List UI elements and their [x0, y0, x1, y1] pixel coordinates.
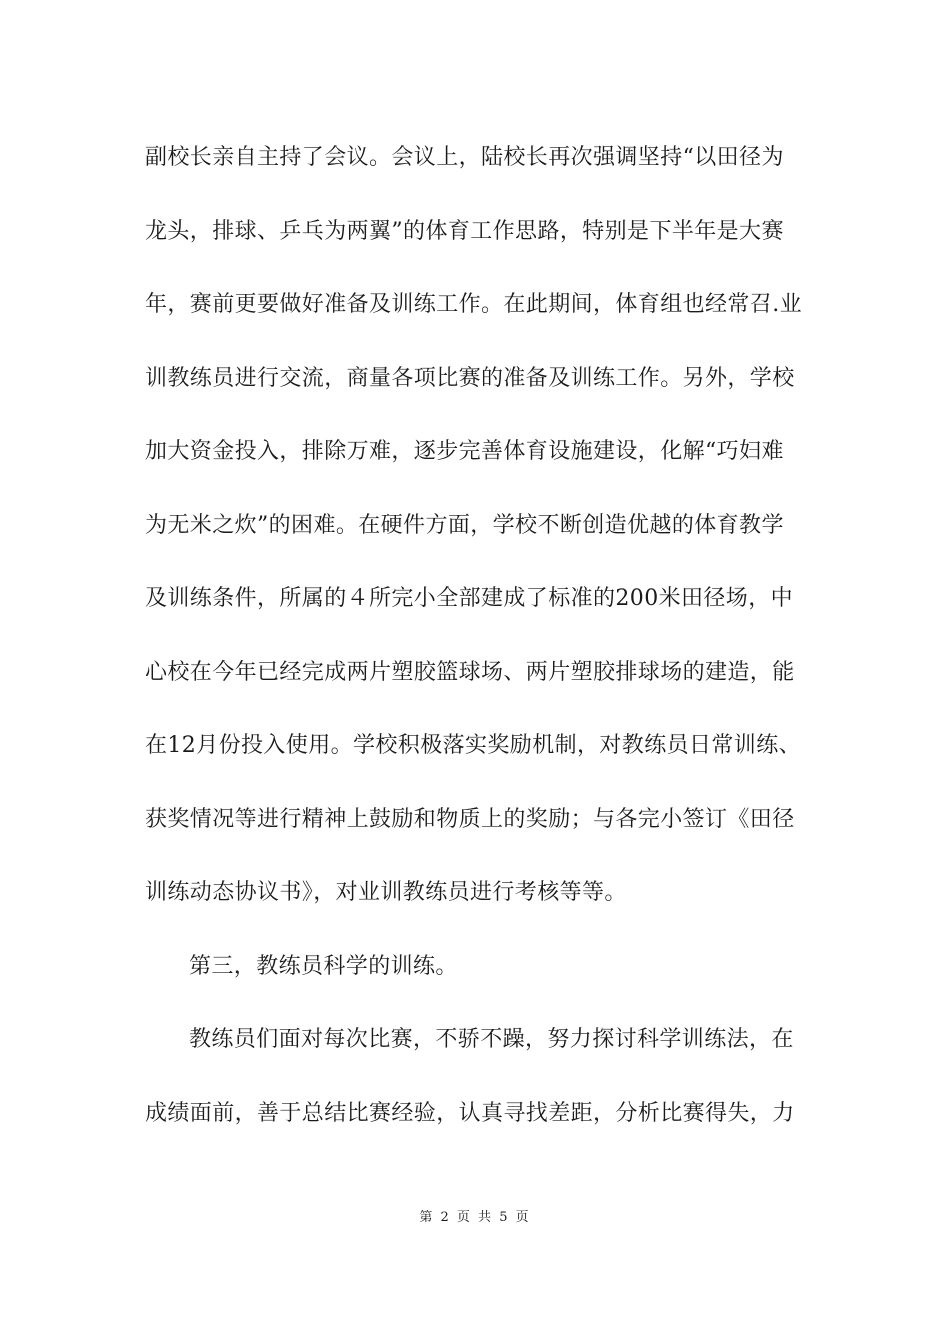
- text-line: 在12月份投入使用。学校积极落实奖励机制，对教练员日常训练、: [145, 733, 801, 758]
- section-heading: 第三，教练员科学的训练。: [189, 953, 458, 979]
- text-line: 年，赛前更要做好准备及训练工作。在此期间，体育组也经常召.业: [145, 292, 802, 317]
- text-line: 获奖情况等进行精神上鼓励和物质上的奖励；与各完小签订《田径: [145, 806, 795, 832]
- body-text: [145, 134, 807, 1163]
- page-number: 第 2 页 共 5 页: [419, 1210, 531, 1225]
- text-line: 副校长亲自主持了会议。会议上，陆校长再次强调坚持“以田径为: [145, 145, 784, 170]
- text-line: 龙头，排球、乒乓为两翼”的体育工作思路，特别是下半年是大赛: [145, 218, 784, 244]
- text-line: 教练员们面对每次比赛，不骄不躁，努力探讨科学训练法，在: [189, 1027, 794, 1052]
- text-line: 心校在今年已经完成两片塑胶篮球场、两片塑胶排球场的建造，能: [145, 659, 795, 685]
- text-line: 为无米之炊”的困难。在硬件方面，学校不断创造优越的体育教学: [145, 512, 784, 538]
- text-line: 加大资金投入，排除万难，逐步完善体育设施建设，化解“巧妇难: [145, 439, 784, 464]
- text-line: 及训练条件，所属的４所完小全部建成了标准的200米田径场，中: [145, 586, 793, 611]
- text-line: 成绩面前，善于总结比赛经验，认真寻找差距，分析比赛得失，力: [145, 1100, 795, 1126]
- text-line: 训练动态协议书》，对业训教练员进行考核等等。: [145, 880, 627, 905]
- text-line: 训教练员进行交流，商量各项比赛的准备及训练工作。另外，学校: [145, 365, 795, 391]
